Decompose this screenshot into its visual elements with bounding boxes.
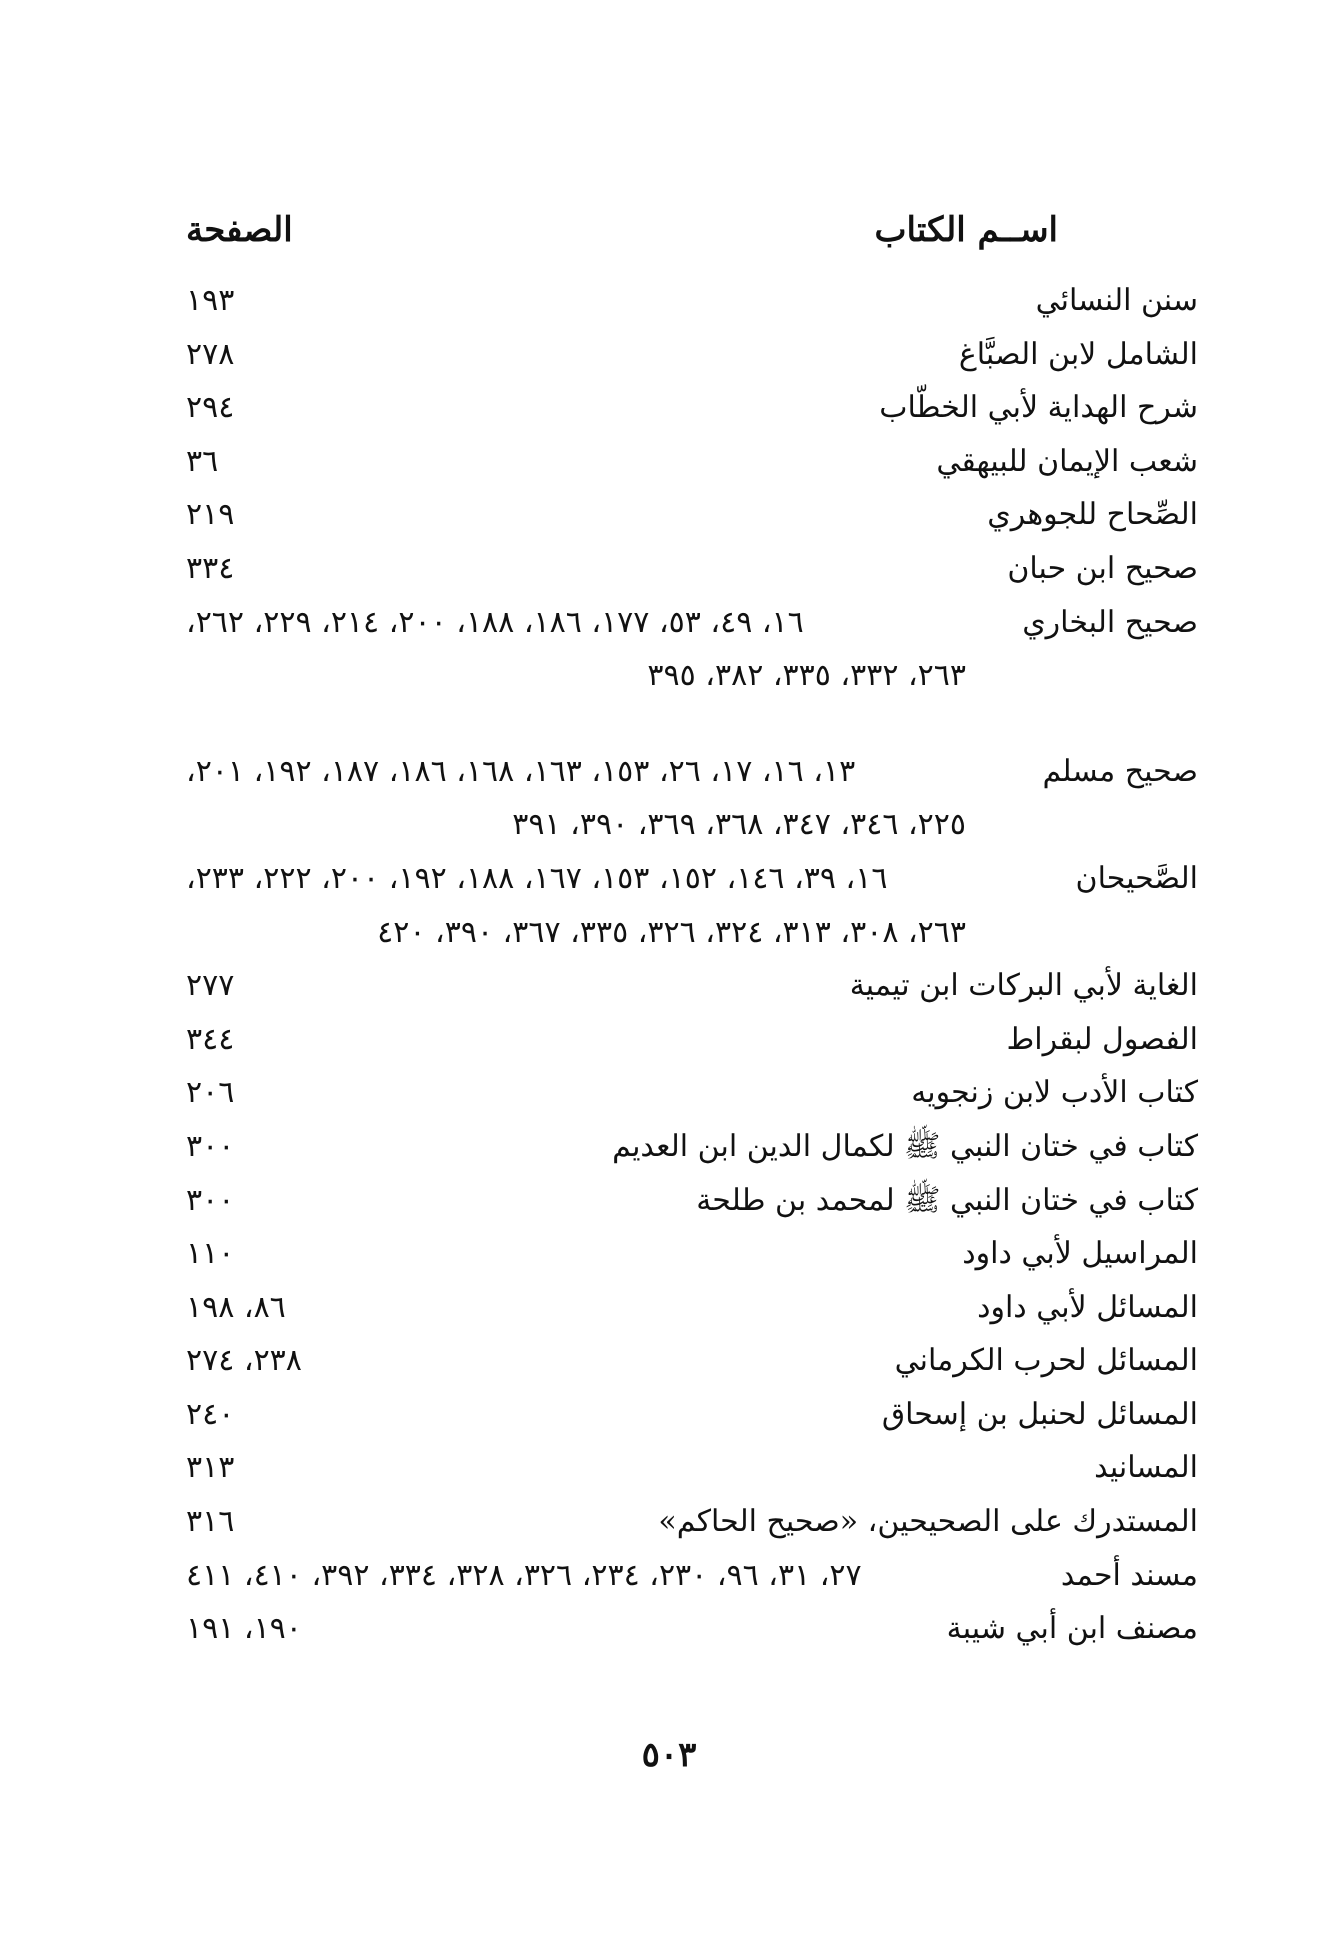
page-reference-line: ٢٩٤: [186, 390, 235, 426]
page-references: [186, 1334, 302, 1388]
index-row: [138, 435, 1198, 489]
index-row: [138, 1281, 1198, 1335]
page-reference-line: ١٩٠، ١٩١: [186, 1611, 302, 1647]
index-entries: [138, 274, 1198, 1656]
page-reference-line: ٢٦٣، ٣٠٨، ٣١٣، ٣٢٤، ٣٢٦، ٣٣٥، ٣٦٧، ٣٩٠، ٤٢٠: [377, 914, 966, 950]
book-title: المراسيل لأبي داود: [962, 1236, 1198, 1272]
book-title: الشامل لابن الصبَّاغ: [958, 336, 1198, 372]
section-gap: [138, 703, 1198, 745]
book-title: كتاب في ختان النبي ﷺ لكمال الدين ابن العديم: [612, 1128, 1198, 1164]
book-title: كتاب الأدب لابن زنجويه: [911, 1075, 1198, 1111]
page-references: [186, 1602, 302, 1656]
index-row: [138, 381, 1198, 435]
index-row: [138, 852, 1198, 959]
book-title: صحيح ابن حبان: [1007, 550, 1198, 586]
index-row: [138, 1602, 1198, 1656]
page-references: [186, 1441, 234, 1495]
book-title: صحيح البخاري: [1022, 604, 1198, 640]
index-row: [138, 1066, 1198, 1120]
page-reference-line: ٣٤٤: [186, 1021, 235, 1057]
page-number: ٥٠٣: [641, 1735, 697, 1775]
book-title: كتاب في ختان النبي ﷺ لمحمد بن طلحة: [696, 1182, 1198, 1218]
book-title: المسائل لأبي داود: [977, 1289, 1198, 1325]
index-row: [138, 596, 1198, 703]
book-title: شعب الإيمان للبيهقي: [936, 443, 1198, 479]
book-title: شرح الهداية لأبي الخطّاب: [879, 390, 1198, 426]
page-references: [186, 328, 234, 382]
page-references: [186, 1549, 966, 1603]
index-row: [138, 1120, 1198, 1174]
index-row: [138, 1334, 1198, 1388]
index-row: [138, 1495, 1198, 1549]
index-row: [138, 745, 1198, 852]
book-title: صحيح مسلم: [1042, 753, 1198, 789]
page-references: [186, 1281, 286, 1335]
index-row: [138, 959, 1198, 1013]
index-row: [138, 274, 1198, 328]
page-reference-line: ١٦، ٤٩، ٥٣، ١٧٧، ١٨٦، ١٨٨، ٢٠٠، ٢١٤، ٢٢٩، ٢٦٢،: [186, 604, 804, 640]
page-references: [186, 852, 966, 959]
page-reference-line: ٣١٣: [186, 1450, 235, 1486]
book-title: الفصول لبقراط: [1006, 1021, 1198, 1057]
book-title: الصِّحاح للجوهري: [987, 497, 1198, 533]
page-number-header: الصفحة: [186, 210, 293, 250]
page-references: [186, 435, 218, 489]
page-reference-line: ٢٣٨، ٢٧٤: [186, 1343, 302, 1379]
book-title: مسند أحمد: [1060, 1557, 1198, 1593]
index-row: [138, 1013, 1198, 1067]
page-references: [186, 1495, 234, 1549]
page-references: [186, 959, 234, 1013]
page-references: [186, 745, 966, 852]
page-reference-line: ١٩٣: [186, 283, 235, 318]
page-references: [186, 1013, 234, 1067]
index-row: [138, 1388, 1198, 1442]
page-reference-line: ٢٠٦: [186, 1075, 235, 1111]
page-reference-line: ٣١٦: [186, 1504, 235, 1540]
page-reference-line: ٢٤٠: [186, 1396, 235, 1432]
page-references: [186, 1174, 234, 1228]
page-references: [186, 488, 234, 542]
book-title: المسائل لحرب الكرماني: [894, 1343, 1198, 1379]
index-row: [138, 328, 1198, 382]
page-references: [186, 1227, 234, 1281]
page-reference-line: ٢٢٥، ٣٤٦، ٣٤٧، ٣٦٨، ٣٦٩، ٣٩٠، ٣٩١: [512, 807, 966, 843]
index-page: [138, 210, 1198, 1656]
book-title: سنن النسائي: [1035, 283, 1198, 318]
page-reference-line: ٣٦: [186, 443, 219, 479]
page-reference-line: ١٦، ٣٩، ١٤٦، ١٥٢، ١٥٣، ١٦٧، ١٨٨، ١٩٢، ٢٠٠، ٢٢٢، ٢٣٣،: [186, 860, 888, 896]
book-title: المسائل لحنبل بن إسحاق: [881, 1396, 1198, 1432]
table-header: [138, 210, 1198, 270]
page-reference-line: ٣٠٠: [186, 1128, 235, 1164]
page-references: [186, 1120, 234, 1174]
page-reference-line: ٢١٩: [186, 497, 235, 533]
book-title: الصَّحيحان: [1075, 860, 1198, 896]
page-references: [186, 596, 966, 703]
book-name-header: اســم الكتاب: [874, 210, 1058, 250]
page-references: [186, 1066, 234, 1120]
page-reference-line: ١٣، ١٦، ١٧، ٢٦، ١٥٣، ١٦٣، ١٦٨، ١٨٦، ١٨٧، ١٩٢، ٢٠١،: [186, 753, 856, 789]
page-reference-line: ٢٧٨: [186, 336, 235, 372]
page-reference-line: ٣٠٠: [186, 1182, 235, 1218]
index-row: [138, 542, 1198, 596]
page-references: [186, 381, 234, 435]
page-reference-line: ٢٧، ٣١، ٩٦، ٢٣٠، ٢٣٤، ٣٢٦، ٣٢٨، ٣٣٤، ٣٩٢، ٤١٠، ٤١١: [186, 1557, 862, 1593]
page-references: [186, 1388, 234, 1442]
index-row: [138, 1174, 1198, 1228]
page-references: [186, 542, 234, 596]
page-references: [186, 274, 234, 328]
index-row: [138, 1441, 1198, 1495]
index-row: [138, 1227, 1198, 1281]
index-row: [138, 488, 1198, 542]
page-reference-line: ١١٠: [186, 1236, 235, 1272]
book-title: مصنف ابن أبي شيبة: [946, 1611, 1198, 1647]
book-title: المسانيد: [1094, 1450, 1198, 1486]
index-row: [138, 1549, 1198, 1603]
page-reference-line: ٢٧٧: [186, 968, 235, 1004]
page-reference-line: ٨٦، ١٩٨: [186, 1289, 286, 1325]
page-reference-line: ٣٣٤: [186, 550, 235, 586]
page-reference-line: ٢٦٣، ٣٣٢، ٣٣٥، ٣٨٢، ٣٩٥: [647, 658, 966, 694]
book-title: الغاية لأبي البركات ابن تيمية: [849, 968, 1198, 1004]
book-title: المستدرك على الصحيحين، «صحيح الحاكم»: [658, 1504, 1198, 1540]
